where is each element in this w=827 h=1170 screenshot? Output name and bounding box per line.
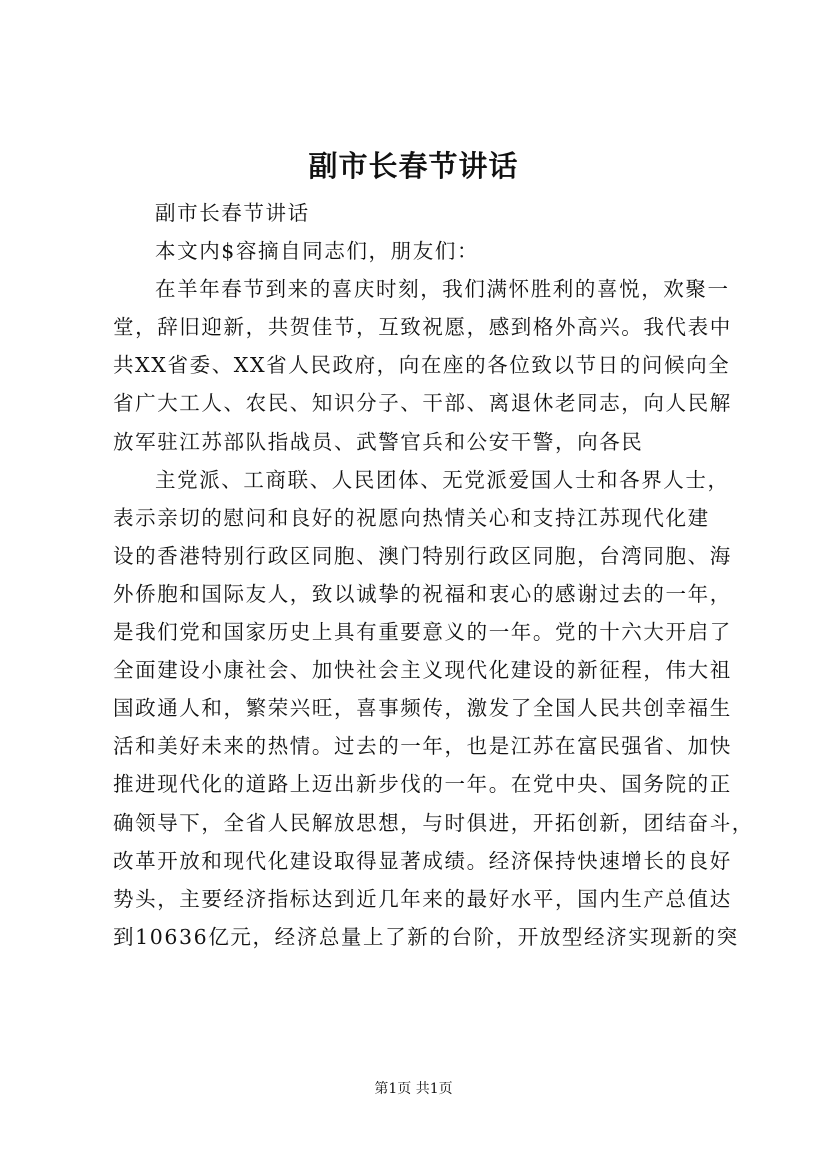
body-line: 在羊年春节到来的喜庆时刻，我们满怀胜利的喜悦，欢聚一 <box>155 277 730 302</box>
body-line: 设的香港特别行政区同胞、澳门特别行政区同胞，台湾同胞、海 <box>113 543 732 568</box>
body-line: 放军驻江苏部队指战员、武警官兵和公安干警，向各民 <box>113 429 644 454</box>
body-line: 势头，主要经济指标达到近几年来的最好水平，国内生产总值达 <box>113 886 732 911</box>
document-body <box>113 194 754 956</box>
body-line: 是我们党和国家历史上具有重要意义的一年。党的十六大开启了 <box>113 620 732 645</box>
body-line: 表示亲切的慰问和良好的祝愿向热情关心和支持江苏现代化建 <box>113 505 710 530</box>
body-line: 外侨胞和国际友人，致以诚挚的祝福和衷心的感谢过去的一年， <box>113 581 732 606</box>
page-number-footer: 第1页 共1页 <box>374 1081 453 1097</box>
body-line: 活和美好未来的热情。过去的一年，也是江苏在富民强省、加快 <box>113 734 732 759</box>
body-line: 堂，辞旧迎新，共贺佳节，互致祝愿，感到格外高兴。我代表中 <box>113 315 732 340</box>
document-title: 副市长春节讲话 <box>308 149 519 183</box>
body-line: 主党派、工商联、人民团体、无党派爱国人士和各界人士， <box>155 467 730 492</box>
body-line: 省广大工人、农民、知识分子、干部、离退休老同志，向人民解 <box>113 391 732 416</box>
body-line: 改革开放和现代化建设取得显著成绩。经济保持快速增长的良好 <box>113 848 732 873</box>
body-line: 确领导下，全省人民解放思想，与时俱进，开拓创新，团结奋斗， <box>113 810 754 835</box>
body-line: 国政通人和，繁荣兴旺，喜事频传，激发了全国人民共创幸福生 <box>113 696 732 721</box>
body-line: 本文内$容摘自同志们，朋友们： <box>155 239 480 264</box>
body-line: 副市长春节讲话 <box>155 201 310 225</box>
body-line: 共XX省委、XX省人民政府，向在座的各位致以节日的问候向全 <box>113 353 731 378</box>
body-line: 推进现代化的道路上迈出新步伐的一年。在党中央、国务院的正 <box>113 772 732 797</box>
body-line: 全面建设小康社会、加快社会主义现代化建设的新征程，伟大祖 <box>113 658 732 683</box>
body-line: 到10636亿元，经济总量上了新的台阶，开放型经济实现新的突 <box>113 924 739 949</box>
